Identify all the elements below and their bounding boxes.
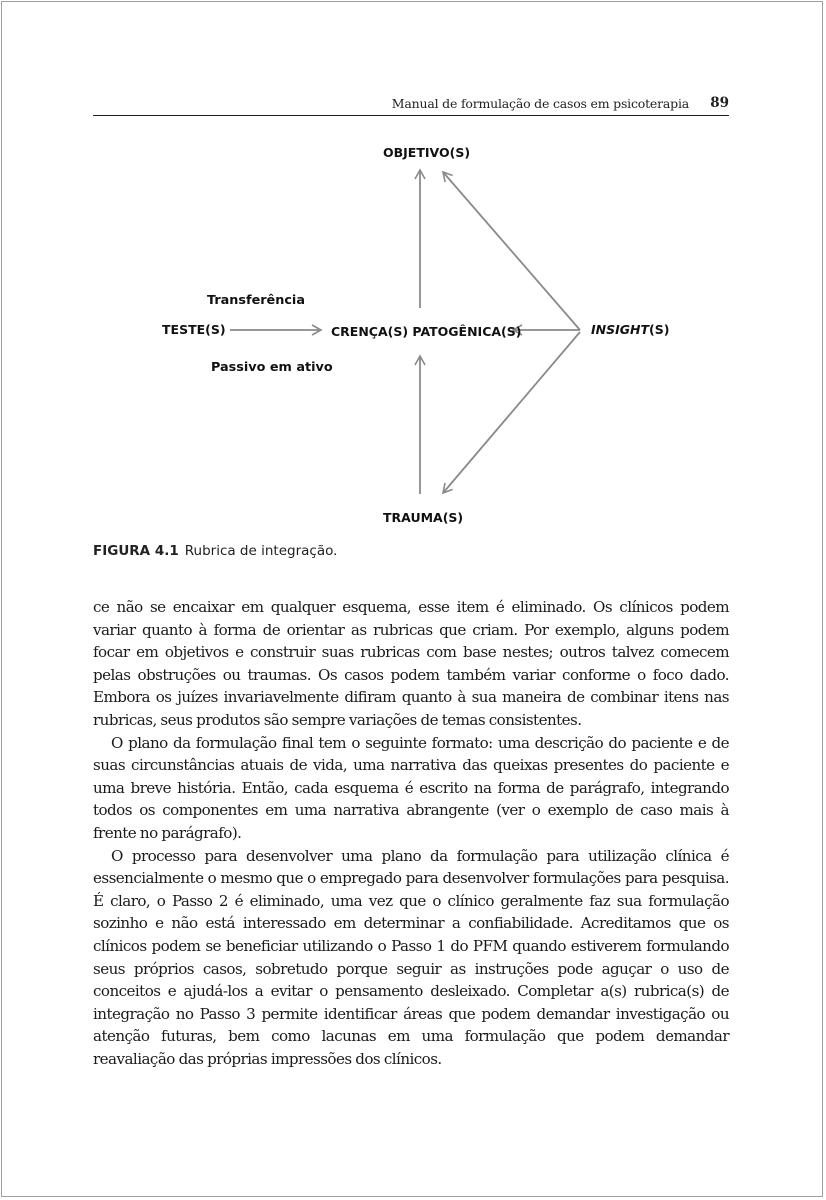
- node-testes: TESTE(S): [162, 322, 226, 337]
- page-number: 89: [710, 95, 729, 111]
- caption-text: Rubrica de integração.: [184, 543, 338, 559]
- label-passivo-em-ativo: Passivo em ativo: [211, 360, 333, 375]
- insights-suffix: (S): [649, 322, 670, 337]
- body-text: [93, 596, 729, 1070]
- node-crencas-patogenicas: CRENÇA(S) PATOGÊNICA(S): [331, 324, 522, 339]
- insights-italic: INSIGHT: [591, 322, 650, 337]
- diagram-arrows: [0, 0, 826, 560]
- running-title: Manual de formulação de casos em psicoterapia: [391, 96, 689, 111]
- paragraph-1: ce não se encaixar em qualquer esquema, esse item é eliminado. Os clínicos podem variar quanto à forma de orientar as rubricas que criam. Por exemplo, alguns podem focar em objetivos e construir suas rubricas com base nestes; outros talvez comecem pelas obstruções ou traumas. Os casos podem também variar conforme o foco dado. Embora os juízes invariavelmente difiram quanto à sua maneira de combinar itens nas rubricas, seus produtos são sempre variações de temas consistentes.: [93, 598, 729, 729]
- arrow-insights-to-objetivos: [443, 172, 580, 330]
- node-traumas: TRAUMA(S): [383, 510, 464, 525]
- arrow-insights-to-traumas: [443, 332, 580, 493]
- paragraph-3: O processo para desenvolver uma plano da formulação para utilização clínica é essencialmente o mesmo que o empregado para desenvolver formulações para pesquisa. É claro, o Passo 2 é eliminado, uma vez que o clínico geralmente faz sua formulação sozinho e não está interessado em determinar a confiabilidade. Acreditamos que os clínicos podem se beneficiar utilizando o Passo 1 do PFM quando estiverem formulando seus próprios casos, sobretudo porque seguir as instruções pode aguçar o uso de conceitos e ajudá-los a evitar o pensamento desleixado. Completar a(s) rubrica(s) de integração no Passo 3 permite identificar áreas que podem demandar investigação ou atenção futuras, bem como lacunas em uma formulação que podem demandar reavaliação das próprias impressões dos clínicos.: [93, 846, 729, 1068]
- node-insights: [591, 322, 669, 337]
- label-transferencia: Transferência: [207, 293, 305, 308]
- paragraph-2: O plano da formulação final tem o seguinte formato: uma descrição do paciente e de suas circunstâncias atuais de vida, uma narrativa das queixas presentes do paciente e uma breve história. Então, cada esquema é escrito na forma de parágrafo, integrando todos os componentes em uma narrativa abrangente (ver o exemplo de caso mais à frente no parágrafo).: [93, 733, 729, 842]
- integration-rubric-figure: [0, 0, 826, 560]
- caption-label: FIGURA 4.1: [93, 543, 179, 559]
- figure-caption: [93, 543, 337, 559]
- node-objetivos: OBJETIVO(S): [383, 145, 471, 160]
